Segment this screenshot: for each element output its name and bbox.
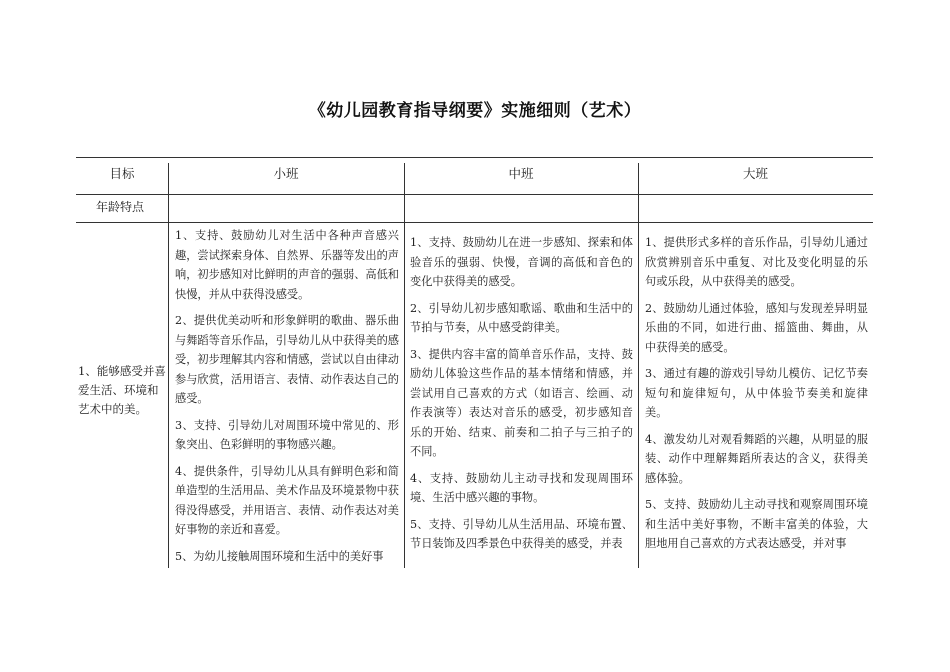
table-top-border	[76, 157, 873, 158]
middle-class-item: 3、提供内容丰富的简单音乐作品，支持、鼓励幼儿体验这些作品的基本情绪和情感，并尝试用自己喜欢的方式（如语言、绘画、动作表演等）表达对音乐的感受，初步感知音乐的开始、结束、前奏和二拍子与三拍子的不同。	[410, 347, 633, 458]
middle-class-item: 1、支持、鼓励幼儿在进一步感知、探索和体验音乐的强弱、快慢，音调的高低和音色的变化中获得美的感受。	[410, 236, 633, 288]
column-divider-1	[168, 163, 169, 568]
header-divider	[76, 194, 873, 195]
target-cell: 1、能够感受并喜爱生活、环境和艺术中的美。	[78, 364, 166, 416]
middle-class-item: 5、支持、引导幼儿从生活用品、环境布置、节日装饰及四季景色中获得美的感受，并表	[410, 517, 633, 550]
large-class-item: 3、通过有趣的游戏引导幼儿模仿、记忆节奏短句和旋律短句，从中体验节奏美和旋律美。	[645, 367, 868, 419]
small-class-item: 1、支持、鼓励幼儿对生活中各种声音感兴趣，尝试探索身体、自然界、乐器等发出的声响，初步感知对比鲜明的声音的强弱、高低和快慢，并从中获得没感受。	[175, 229, 399, 301]
age-characteristics-label: 年龄特点	[96, 200, 145, 214]
column-divider-2	[404, 163, 405, 568]
large-class-item: 4、激发幼儿对观看舞蹈的兴趣，从明显的服装、动作中理解舞蹈所表达的含义，获得美感体验。	[645, 432, 868, 485]
small-class-cell	[175, 226, 399, 573]
header-large-class: 大班	[742, 166, 768, 181]
header-small-class: 小班	[273, 166, 299, 181]
middle-class-cell	[410, 233, 633, 561]
small-class-item: 4、提供条件，引导幼儿从具有鲜明色彩和简单造型的生活用品、美术作品及环境景物中获得没得感受，并用语言、表情、动作表达对美好事物的亲近和喜爱。	[175, 464, 399, 536]
large-class-cell	[645, 233, 868, 561]
column-divider-3	[638, 163, 639, 568]
header-middle-class: 中班	[508, 166, 534, 181]
small-class-item: 5、为幼儿接触周围环境和生活中的美好事	[175, 549, 384, 563]
small-class-item: 3、支持、引导幼儿对周围环境中常见的、形象突出、色彩鲜明的事物感兴趣。	[175, 418, 399, 451]
header-target: 目标	[109, 166, 135, 181]
large-class-item: 1、提供形式多样的音乐作品，引导幼儿通过欣赏辨别音乐中重复、对比及变化明显的乐句或乐段，从中获得美的感受。	[645, 236, 868, 288]
middle-class-item: 4、支持、鼓励幼儿主动寻找和发现周围环境、生活中感兴趣的事物。	[410, 471, 633, 504]
small-class-item: 2、提供优美动听和形象鲜明的歌曲、器乐曲与舞蹈等音乐作品，引导幼儿从中获得美的感受，初步理解其内容和情感，尝试以自由律动参与欣赏，活用语言、表情、动作表达自己的感受。	[175, 314, 399, 405]
large-class-item: 5、支持、鼓励幼儿主动寻找和观察周围环境和生活中美好事物，不断丰富美的体验，大胆地用自己喜欢的方式表达感受，并对事	[645, 498, 868, 550]
page-title: 《幼儿园教育指导纲要》实施细则（艺术）	[308, 101, 642, 121]
age-row-divider	[76, 222, 873, 223]
large-class-item: 2、鼓励幼儿通过体验，感知与发现差异明显乐曲的不同，如进行曲、摇篮曲、舞曲，从中获得美的感受。	[645, 301, 868, 354]
middle-class-item: 2、引导幼儿初步感知歌谣、歌曲和生活中的节拍与节奏，从中感受韵律美。	[410, 301, 633, 334]
